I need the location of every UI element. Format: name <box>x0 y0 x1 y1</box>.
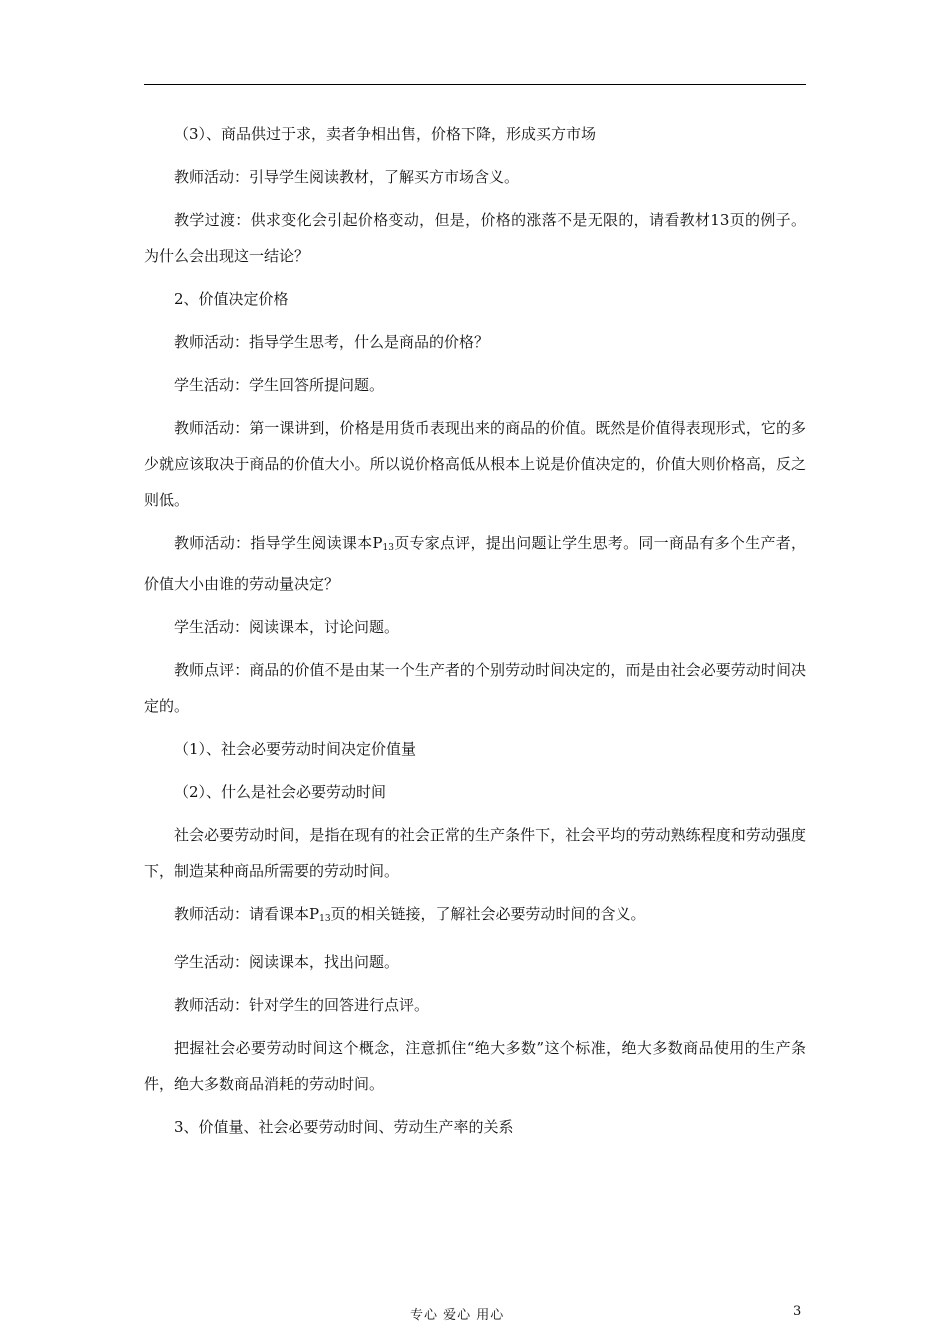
paragraph: 教学过渡：供求变化会引起价格变动，但是，价格的涨落不是无限的，请看教材13页的例子。为什么会出现这一结论？ <box>144 211 806 265</box>
page-number: 3 <box>793 1304 802 1319</box>
list-item: （2）、什么是社会必要劳动时间 <box>174 783 387 801</box>
list-item: （1）、社会必要劳动时间决定价值量 <box>174 740 417 758</box>
footer-motto: 专心 爱心 用心 <box>410 1308 505 1323</box>
paragraph: 教师活动：针对学生的回答进行点评。 <box>174 996 430 1014</box>
text-run: 教师活动：指导学生阅读课本P <box>174 534 383 552</box>
paragraph: 学生活动：学生回答所提问题。 <box>174 376 385 394</box>
paragraph <box>144 525 806 602</box>
paragraph <box>144 896 806 937</box>
paragraph: 把握社会必要劳动时间这个概念，注意抓住“绝大多数”这个标准，绝大多数商品使用的生产条件，绝大多数商品消耗的劳动时间。 <box>144 1039 806 1093</box>
paragraph: 学生活动：阅读课本，找出问题。 <box>174 953 400 971</box>
page-subscript: 13 <box>382 543 394 553</box>
page-subscript: 13 <box>319 914 331 924</box>
text-run: 页的相关链接，了解社会必要劳动时间的含义。 <box>330 905 646 923</box>
paragraph: 教师点评：商品的价值不是由某一个生产者的个别劳动时间决定的，而是由社会必要劳动时间决定的。 <box>144 661 806 715</box>
section-heading: 2、价值决定价格 <box>174 290 289 308</box>
paragraph: 教师活动：指导学生思考，什么是商品的价格？ <box>174 333 490 351</box>
paragraph: （3）、商品供过于求，卖者争相出售，价格下降，形成买方市场 <box>174 125 597 143</box>
document-body <box>144 116 806 1152</box>
paragraph: 学生活动：阅读课本，讨论问题。 <box>174 618 400 636</box>
section-heading: 3、价值量、社会必要劳动时间、劳动生产率的关系 <box>174 1118 514 1136</box>
text-run: 页专家点评，提出问题让学生思考。同一商品有多个生产者，价值大小由谁的劳动量决定？ <box>144 534 806 593</box>
paragraph: 教师活动：第一课讲到，价格是用货币表现出来的商品的价值。既然是价值得表现形式，它的多少就应该取决于商品的价值大小。所以说价格高低从根本上说是价值决定的，价值大则价格高，反之则低。 <box>144 419 806 509</box>
text-run: 教师活动：请看课本P <box>174 905 320 923</box>
header-rule <box>144 84 806 85</box>
paragraph: 教师活动：引导学生阅读教材，了解买方市场含义。 <box>174 168 520 186</box>
paragraph: 社会必要劳动时间，是指在现有的社会正常的生产条件下，社会平均的劳动熟练程度和劳动强度下，制造某种商品所需要的劳动时间。 <box>144 826 806 880</box>
